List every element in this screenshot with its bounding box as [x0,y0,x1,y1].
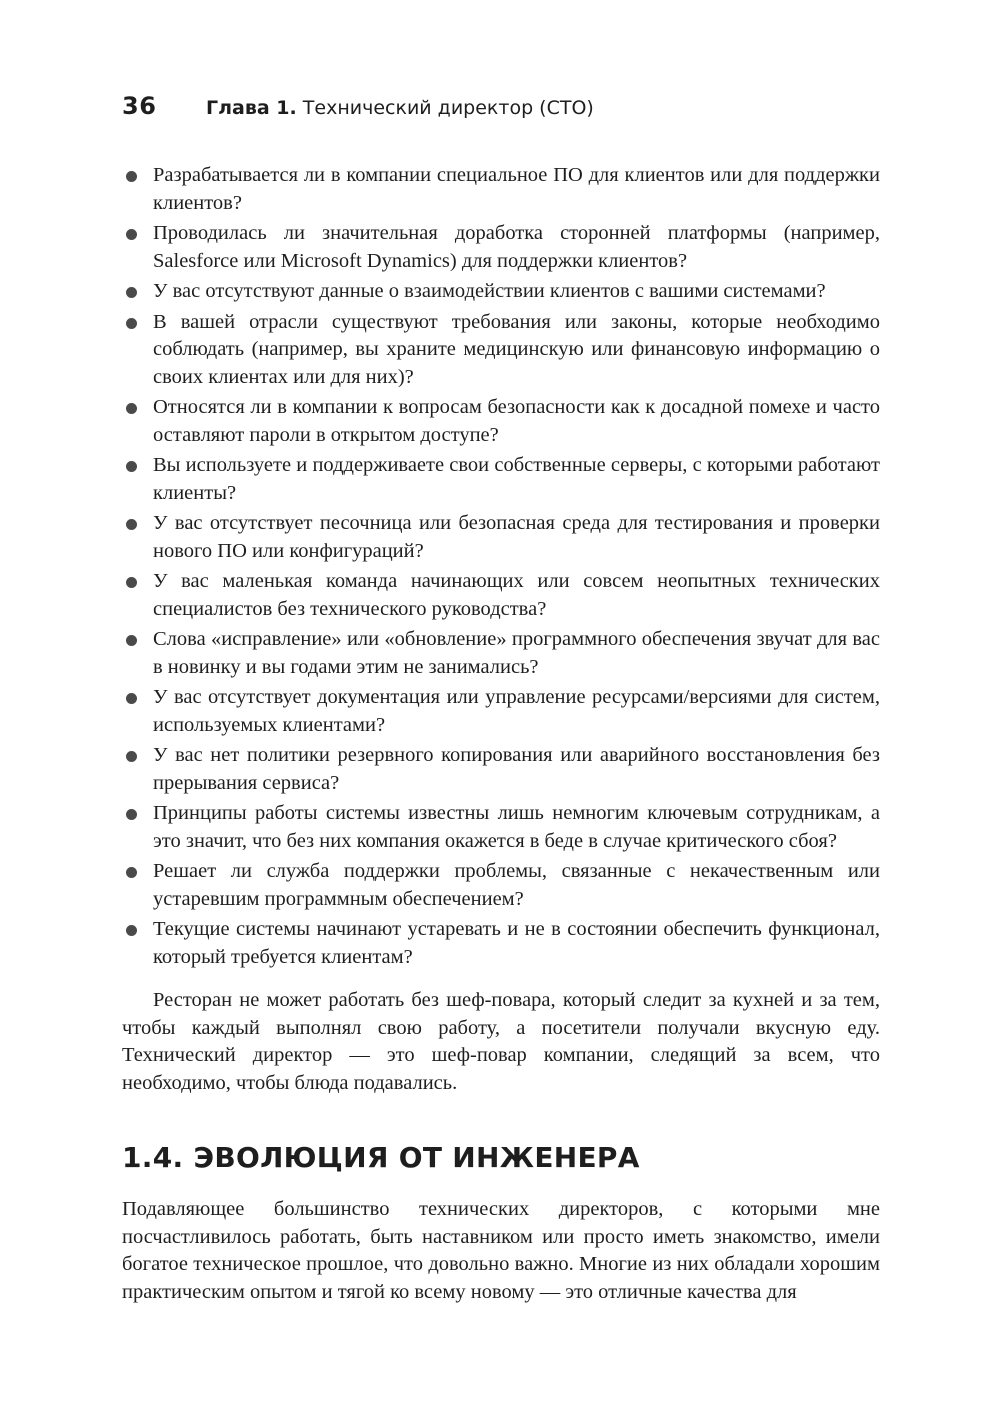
list-item [122,858,880,913]
list-item [122,278,880,306]
list-item [122,220,880,275]
list-item-text: У вас отсутствует песочница или безопасная среда для тестирования и проверки нового ПО или конфигураций? [153,512,880,562]
list-item [122,162,880,217]
list-item [122,568,880,623]
bullet-icon [126,867,137,878]
list-item-text: В вашей отрасли существуют требования или законы, которые необходимо соблюдать (например, вы храните медицинскую или финансовую информацию о своих клиентах или для них)? [153,310,880,388]
body-paragraph-restaurant: Ресторан не может работать без шеф-повара, который следит за кухней и за тем, чтобы каждый выполнял свою работу, а посетители получали вкусную еду. Технический директор — это шеф-повар компании, следящий за всем, что необходимо, чтобы блюда подавались. [122,989,880,1094]
bullet-icon [126,461,137,472]
list-item [122,510,880,565]
list-item [122,800,880,855]
list-item [122,742,880,797]
page-number: 36 [122,92,157,120]
bullet-icon [126,318,137,329]
bullet-icon [126,287,137,298]
list-item-text: Вы используете и поддерживаете свои собственные серверы, с которыми работают клиенты? [153,454,880,504]
bullet-icon [126,577,137,588]
list-item-text: У вас нет политики резервного копирования или аварийного восстановления без прерывания сервиса? [153,744,880,794]
list-item-text: Принципы работы системы известны лишь немногим ключевым сотрудникам, а это значит, что без них компания окажется в беде в случае критического сбоя? [153,802,880,852]
list-item [122,916,880,971]
bullet-icon [126,403,137,414]
list-item-text: Разрабатывается ли в компании специальное ПО для клиентов или для поддержки клиентов? [153,164,880,214]
list-item [122,626,880,681]
bullet-icon [126,693,137,704]
bullet-icon [126,229,137,240]
bullet-icon [126,635,137,646]
bullet-icon [126,751,137,762]
list-item-text: Проводилась ли значительная доработка сторонней платформы (например, Salesforce или Microsoft Dynamics) для поддержки клиентов? [153,222,880,272]
bullet-icon [126,809,137,820]
list-item [122,452,880,507]
section-heading: 1.4. ЭВОЛЮЦИЯ ОТ ИНЖЕНЕРА [122,1141,640,1174]
list-item-text: Слова «исправление» или «обновление» программного обеспечения звучат для вас в новинку и вы годами этим не занимались? [153,628,880,678]
bullet-icon [126,925,137,936]
body-paragraph-evolution: Подавляющее большинство технических директоров, с которыми мне посчастливилось работать, быть наставником или просто иметь знакомство, имели богатое техническое прошлое, что довольно важно. Многие из них обладали хорошим практическим опытом и тягой ко всему новому — это отличные качества для [122,1198,880,1303]
list-item-text: Текущие системы начинают устаревать и не в состоянии обеспечить функционал, который требуется клиентам? [153,918,880,968]
book-page [122,92,880,1306]
list-item-text: Относятся ли в компании к вопросам безопасности как к досадной помехе и часто оставляют пароли в открытом доступе? [153,396,880,446]
chapter-heading [206,97,594,119]
list-item [122,684,880,739]
list-item [122,309,880,392]
bullet-icon [126,519,137,530]
bullet-icon [126,171,137,182]
list-item-text: У вас отсутствует документация или управление ресурсами/версиями для систем, используемых клиентами? [153,686,880,736]
question-list [122,162,880,971]
running-head [122,92,880,120]
list-item-text: У вас отсутствуют данные о взаимодействии клиентов с вашими системами? [153,280,826,302]
chapter-label: Глава 1. [206,97,297,119]
list-item-text: У вас маленькая команда начинающих или совсем неопытных технических специалистов без технического руководства? [153,570,880,620]
list-item [122,394,880,449]
chapter-title: Технический директор (CTO) [302,97,594,119]
list-item-text: Решает ли служба поддержки проблемы, связанные с некачественным или устаревшим программным обеспечением? [153,860,880,910]
